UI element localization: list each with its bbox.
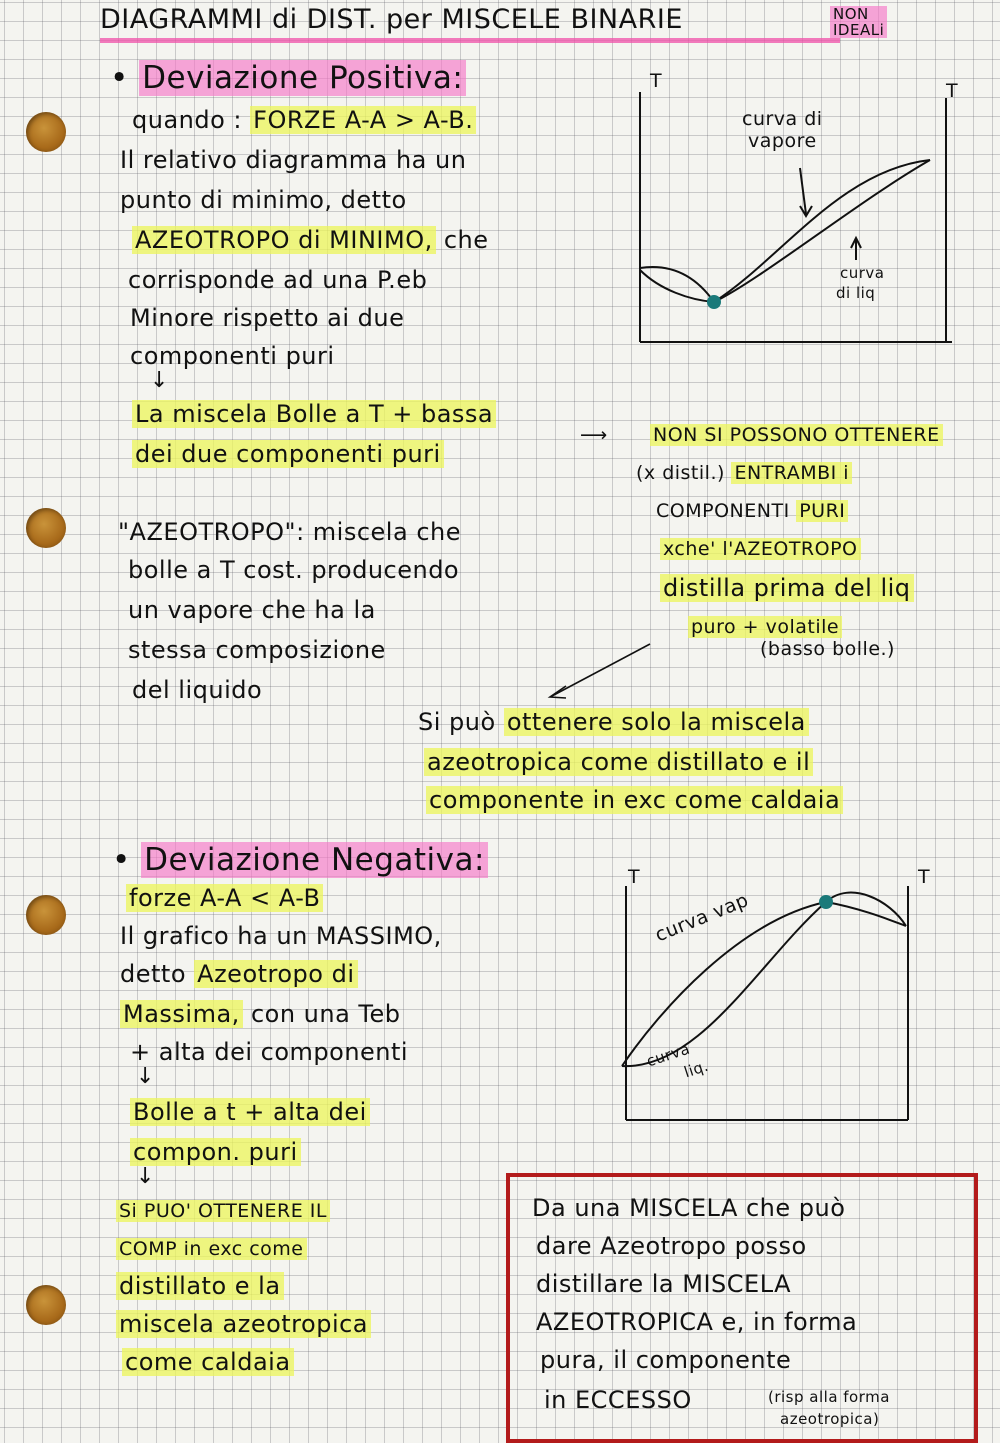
note-line: NON SI POSSONO OTTENERE (650, 424, 943, 446)
text-line: ↓ (150, 368, 169, 393)
text-line: punto di minimo, detto (120, 186, 407, 214)
box-line: Da una MISCELA che può (532, 1194, 846, 1222)
axis-label-t: T (946, 80, 959, 102)
connector-arrow (550, 644, 650, 698)
note-line: xche' l'AZEOTROPO (660, 538, 861, 560)
azeotrope-point (707, 295, 721, 309)
definition-line: del liquido (132, 676, 263, 704)
note-line: puro + volatile (688, 616, 842, 638)
page-title: DIAGRAMMI di DIST. per MISCELE BINARIE (100, 4, 683, 35)
text-line: ↓ (136, 1164, 155, 1189)
text-line: Bolle a t + alta dei (130, 1098, 370, 1126)
text-line: ↓ (136, 1064, 155, 1089)
title-tag: NON IDEALi (830, 6, 887, 38)
box-note: azeotropica) (780, 1410, 880, 1428)
liquid-curve-label: curva (840, 264, 885, 282)
text-line: Il grafico ha un MASSIMO, (120, 922, 442, 950)
text-line: corrisponde ad una P.eb (128, 266, 428, 294)
section-heading-positive: • Deviazione Positiva: (110, 60, 466, 96)
box-line: distillare la MISCELA (536, 1270, 792, 1298)
box-line: dare Azeotropo posso (536, 1232, 807, 1260)
axis-label-t: T (628, 866, 641, 888)
definition-line: un vapore che ha la (128, 596, 376, 624)
definition-line: "AZEOTROPO": miscela che (118, 518, 461, 546)
arrow-right-icon: ⟶ (580, 424, 608, 446)
text-line: AZEOTROPO di MINIMO, che (132, 226, 489, 254)
definition-line: bolle a T cost. producendo (128, 556, 460, 584)
box-line: in ECCESSO (544, 1386, 692, 1414)
note-line: (basso bolle.) (760, 638, 895, 660)
note-line: COMPONENTI PURI (656, 500, 848, 522)
result-line: come caldaia (122, 1348, 294, 1376)
result-line: Si PUO' OTTENERE IL (116, 1200, 330, 1222)
text-line: detto Azeotropo di (120, 960, 358, 988)
result-line: miscela azeotropica (116, 1310, 371, 1338)
text-line: quando : FORZE A-A > A-B. (132, 106, 476, 134)
conclusion-line: azeotropica come distillato e il (424, 748, 813, 776)
box-note: (risp alla forma (768, 1388, 890, 1406)
text-line: Minore rispetto ai due (130, 304, 405, 332)
vapor-curve-label: curva vap (652, 889, 752, 947)
liquid-curve-label: di liq (836, 284, 876, 302)
conclusion-line: Si può ottenere solo la miscela (418, 708, 809, 736)
text-line: Il relativo diagramma ha un (120, 146, 467, 174)
box-line: pura, il componente (540, 1346, 792, 1374)
liquid-curve-label: liq. (681, 1056, 711, 1082)
vapor-curve-label: curva di (742, 108, 823, 130)
text-line: + alta dei componenti (130, 1038, 409, 1066)
liquid-curve-label: curva (644, 1039, 693, 1071)
conclusion-line: componente in exc come caldaia (426, 786, 843, 814)
result-line: distillato e la (116, 1272, 284, 1300)
definition-line: stessa composizione (128, 636, 386, 664)
text-line: compon. puri (130, 1138, 301, 1166)
vapor-curve-label: vapore (748, 130, 817, 152)
note-line: (x distil.) ENTRAMBI i (636, 462, 852, 484)
axis-label-t: T (650, 70, 663, 92)
result-line: COMP in exc come (116, 1238, 307, 1260)
note-line: distilla prima del liq (660, 574, 914, 602)
text-line: Massima, con una Teb (120, 1000, 401, 1028)
text-line: La miscela Bolle a T + bassa (132, 400, 496, 428)
box-line: AZEOTROPICA e, in forma (536, 1308, 858, 1336)
text-line: componenti puri (130, 342, 335, 370)
azeotrope-point (819, 895, 833, 909)
axis-label-t: T (918, 866, 931, 888)
text-line: dei due componenti puri (132, 440, 444, 468)
text-line: forze A-A < A-B (126, 884, 323, 912)
section-heading-negative: • Deviazione Negativa: (112, 842, 488, 878)
